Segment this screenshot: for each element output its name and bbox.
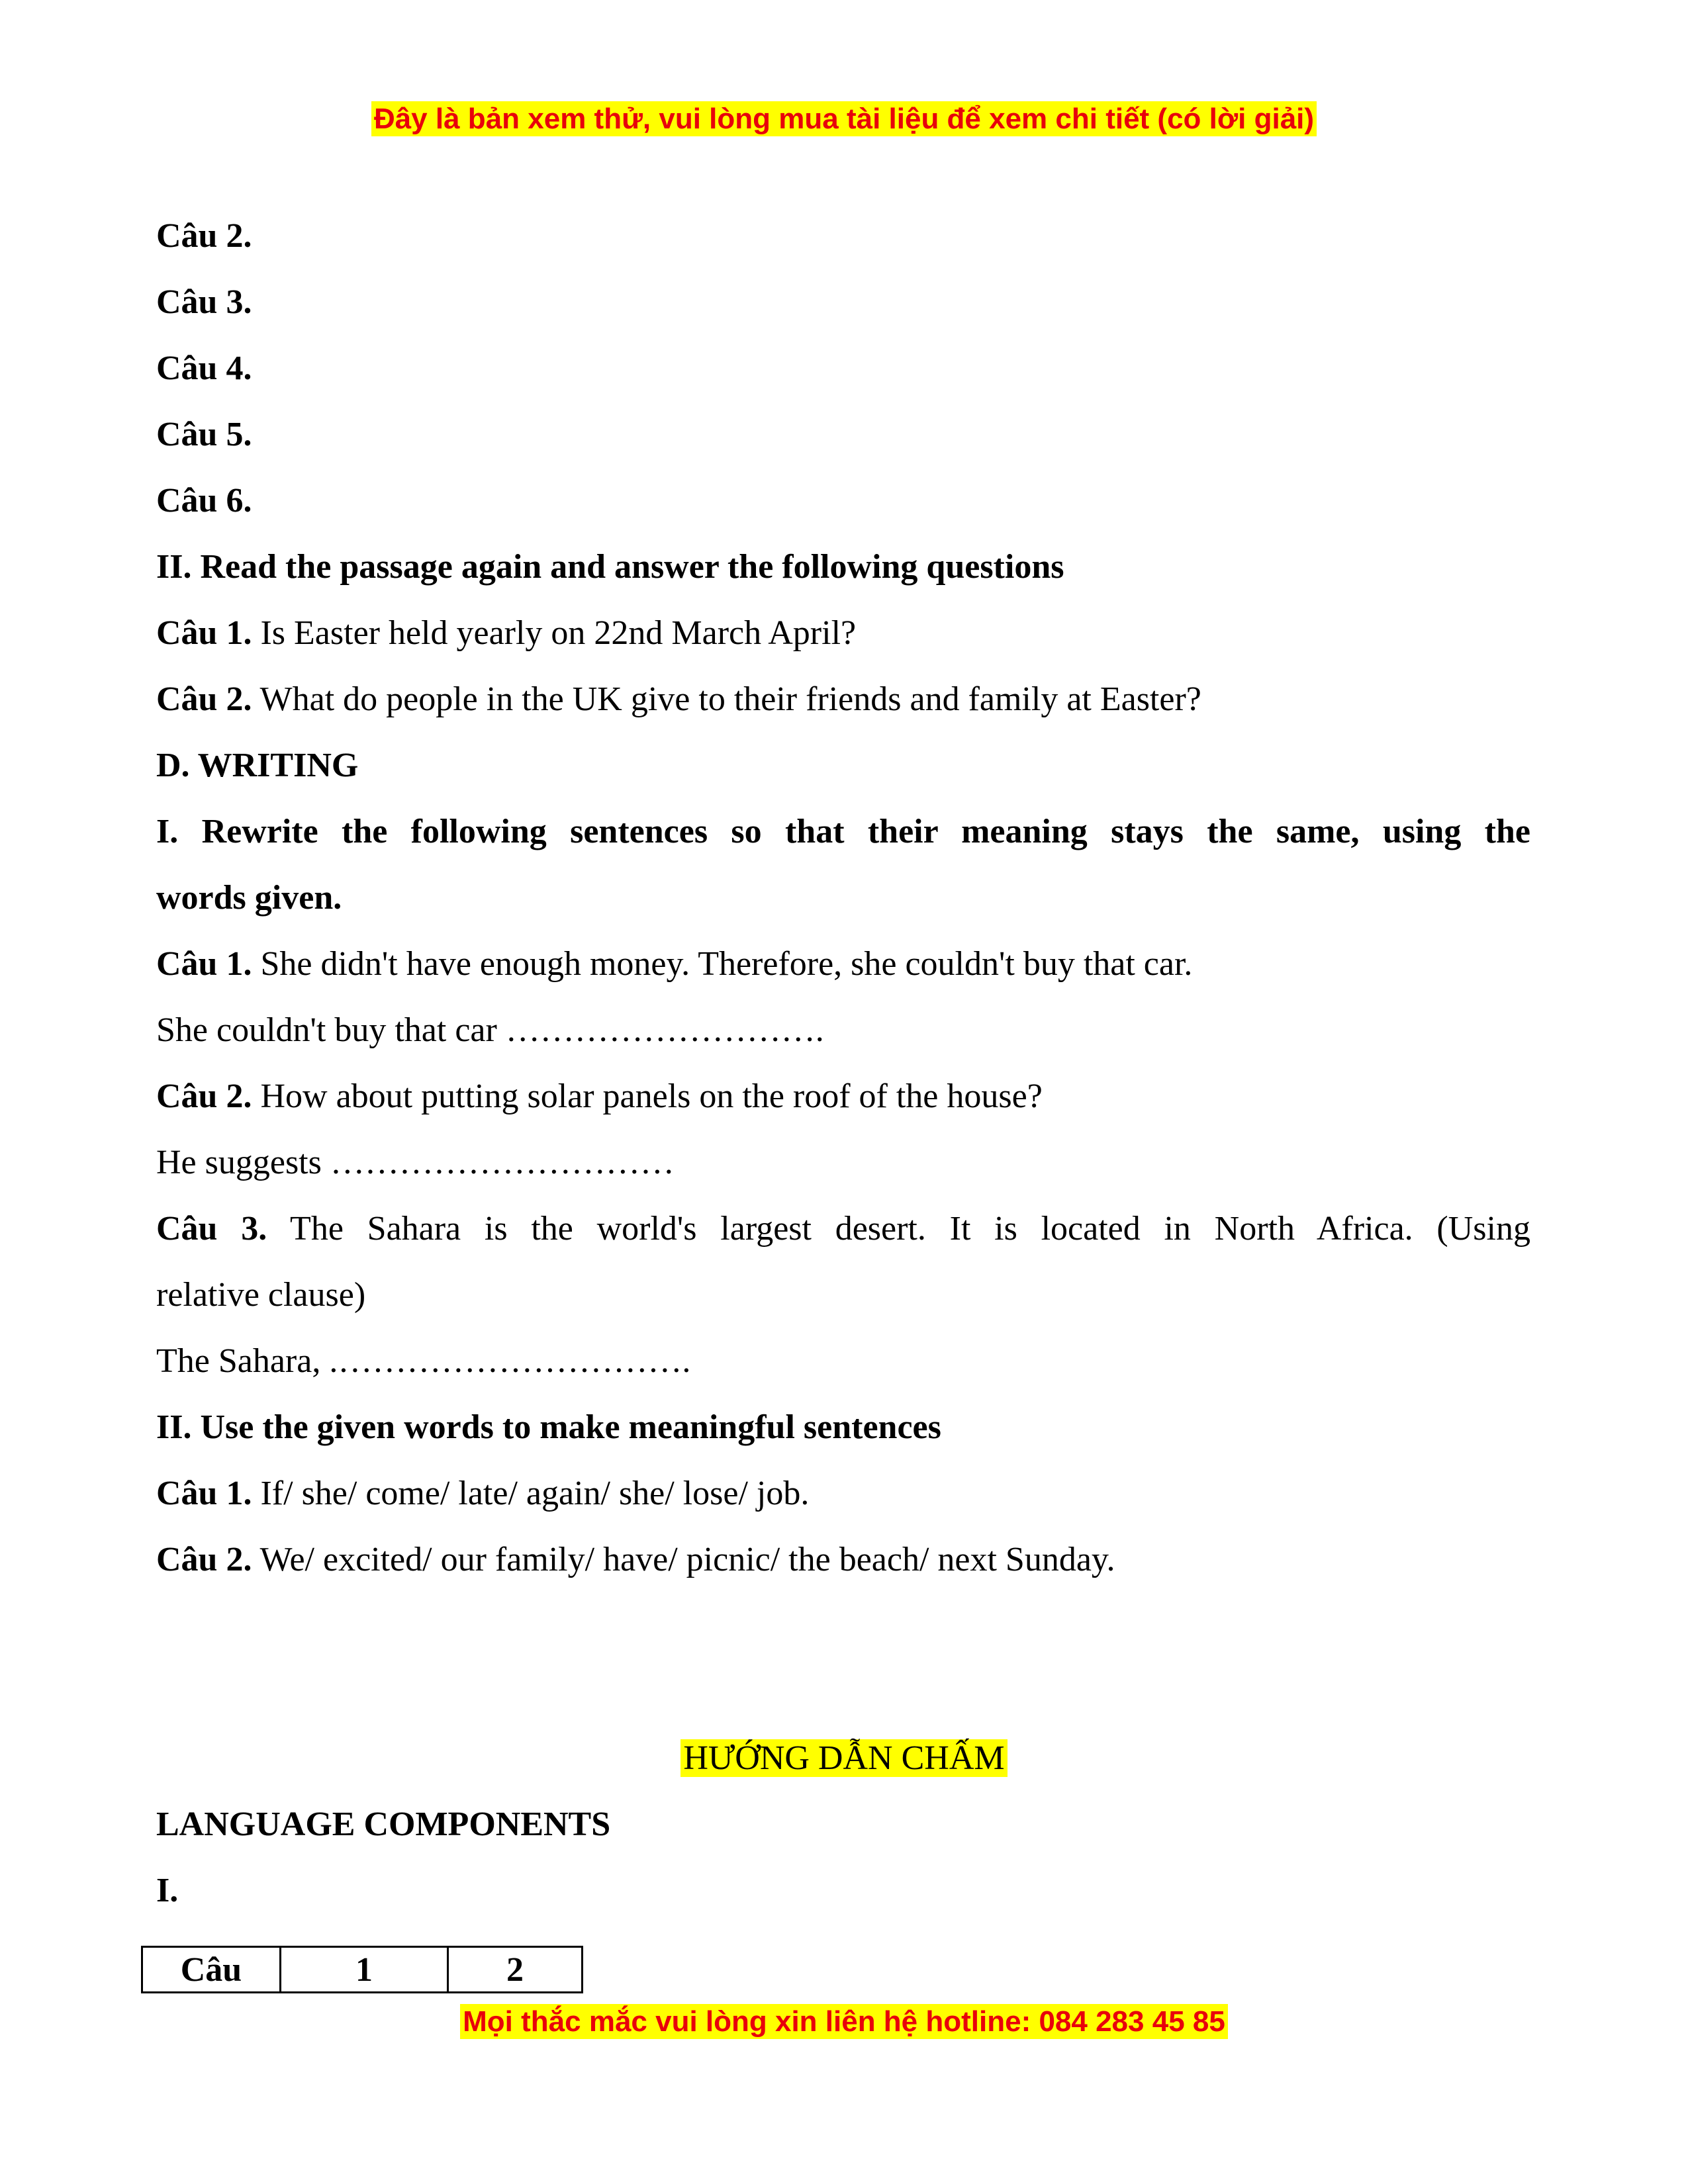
question-text: We/ excited/ our family/ have/ picnic/ the beach/ next Sunday. bbox=[252, 1541, 1115, 1578]
answer-blank: She couldn't buy that car ………………………. bbox=[156, 1011, 824, 1049]
question-label: Câu 2. bbox=[156, 1541, 252, 1578]
question-label: Câu 2. bbox=[156, 217, 252, 255]
hotline-footer-banner bbox=[0, 2005, 1688, 2038]
reading-question-2 bbox=[156, 679, 1530, 720]
question-label: Câu 2. bbox=[156, 680, 252, 718]
writing-question-2 bbox=[156, 1076, 1530, 1117]
question-label: Câu 1. bbox=[156, 614, 252, 652]
writing-part2-question-2 bbox=[156, 1539, 1530, 1580]
writing-part1-heading: I. Rewrite the following sentences so that their meaning stays the same, using the bbox=[156, 813, 1530, 850]
question-label: Câu 3. bbox=[156, 1210, 267, 1248]
table-header-cell: 2 bbox=[448, 1947, 583, 1993]
answer-blank: The Sahara, .…………………………. bbox=[156, 1342, 691, 1380]
answer-key-subsection: I. bbox=[156, 1872, 179, 1909]
writing-question-3 bbox=[156, 1208, 1530, 1250]
writing-question-1 bbox=[156, 944, 1530, 985]
table-header-cell: Câu bbox=[142, 1947, 281, 1993]
writing-part1-heading-cont: words given. bbox=[156, 879, 342, 917]
question-label: Câu 4. bbox=[156, 349, 252, 387]
question-label: Câu 6. bbox=[156, 482, 252, 520]
question-label: Câu 2. bbox=[156, 1077, 252, 1115]
writing-part2-heading: II. Use the given words to make meaningful sentences bbox=[156, 1408, 941, 1446]
writing-part2-question-1 bbox=[156, 1473, 1530, 1514]
question-text: Is Easter held yearly on 22nd March April? bbox=[252, 614, 857, 652]
question-label: Câu 1. bbox=[156, 1475, 252, 1512]
reading-question-1 bbox=[156, 613, 1530, 654]
hotline-text: Mọi thắc mắc vui lòng xin liên hệ hotline: 084 283 45 85 bbox=[460, 2004, 1228, 2039]
answer-table bbox=[141, 1946, 583, 1993]
table-header-cell: 1 bbox=[281, 1947, 448, 1993]
section-heading-reading-questions: II. Read the passage again and answer the following questions bbox=[156, 548, 1064, 586]
preview-notice-banner bbox=[0, 103, 1688, 136]
question-label: Câu 5. bbox=[156, 416, 252, 453]
answer-key-section-heading: LANGUAGE COMPONENTS bbox=[156, 1805, 611, 1843]
answer-key-title bbox=[0, 1738, 1688, 1779]
question-label: Câu 3. bbox=[156, 283, 252, 321]
question-text-cont: relative clause) bbox=[156, 1276, 366, 1314]
answer-blank: He suggests ………………………… bbox=[156, 1144, 675, 1181]
section-heading-writing: D. WRITING bbox=[156, 747, 359, 784]
question-text: How about putting solar panels on the roof of the house? bbox=[252, 1077, 1043, 1115]
question-text: If/ she/ come/ late/ again/ she/ lose/ job. bbox=[252, 1475, 810, 1512]
question-text: What do people in the UK give to their friends and family at Easter? bbox=[252, 680, 1201, 718]
answer-key-title-text: HƯỚNG DẪN CHẤM bbox=[680, 1739, 1007, 1777]
question-label: Câu 1. bbox=[156, 945, 252, 983]
preview-notice-text: Đây là bản xem thử, vui lòng mua tài liệu để xem chi tiết (có lời giải) bbox=[371, 101, 1317, 136]
question-text: The Sahara is the world's largest desert. It is located in North Africa. (Using bbox=[267, 1210, 1530, 1248]
question-text: She didn't have enough money. Therefore, she couldn't buy that car. bbox=[252, 945, 1193, 983]
table-row bbox=[142, 1947, 583, 1993]
